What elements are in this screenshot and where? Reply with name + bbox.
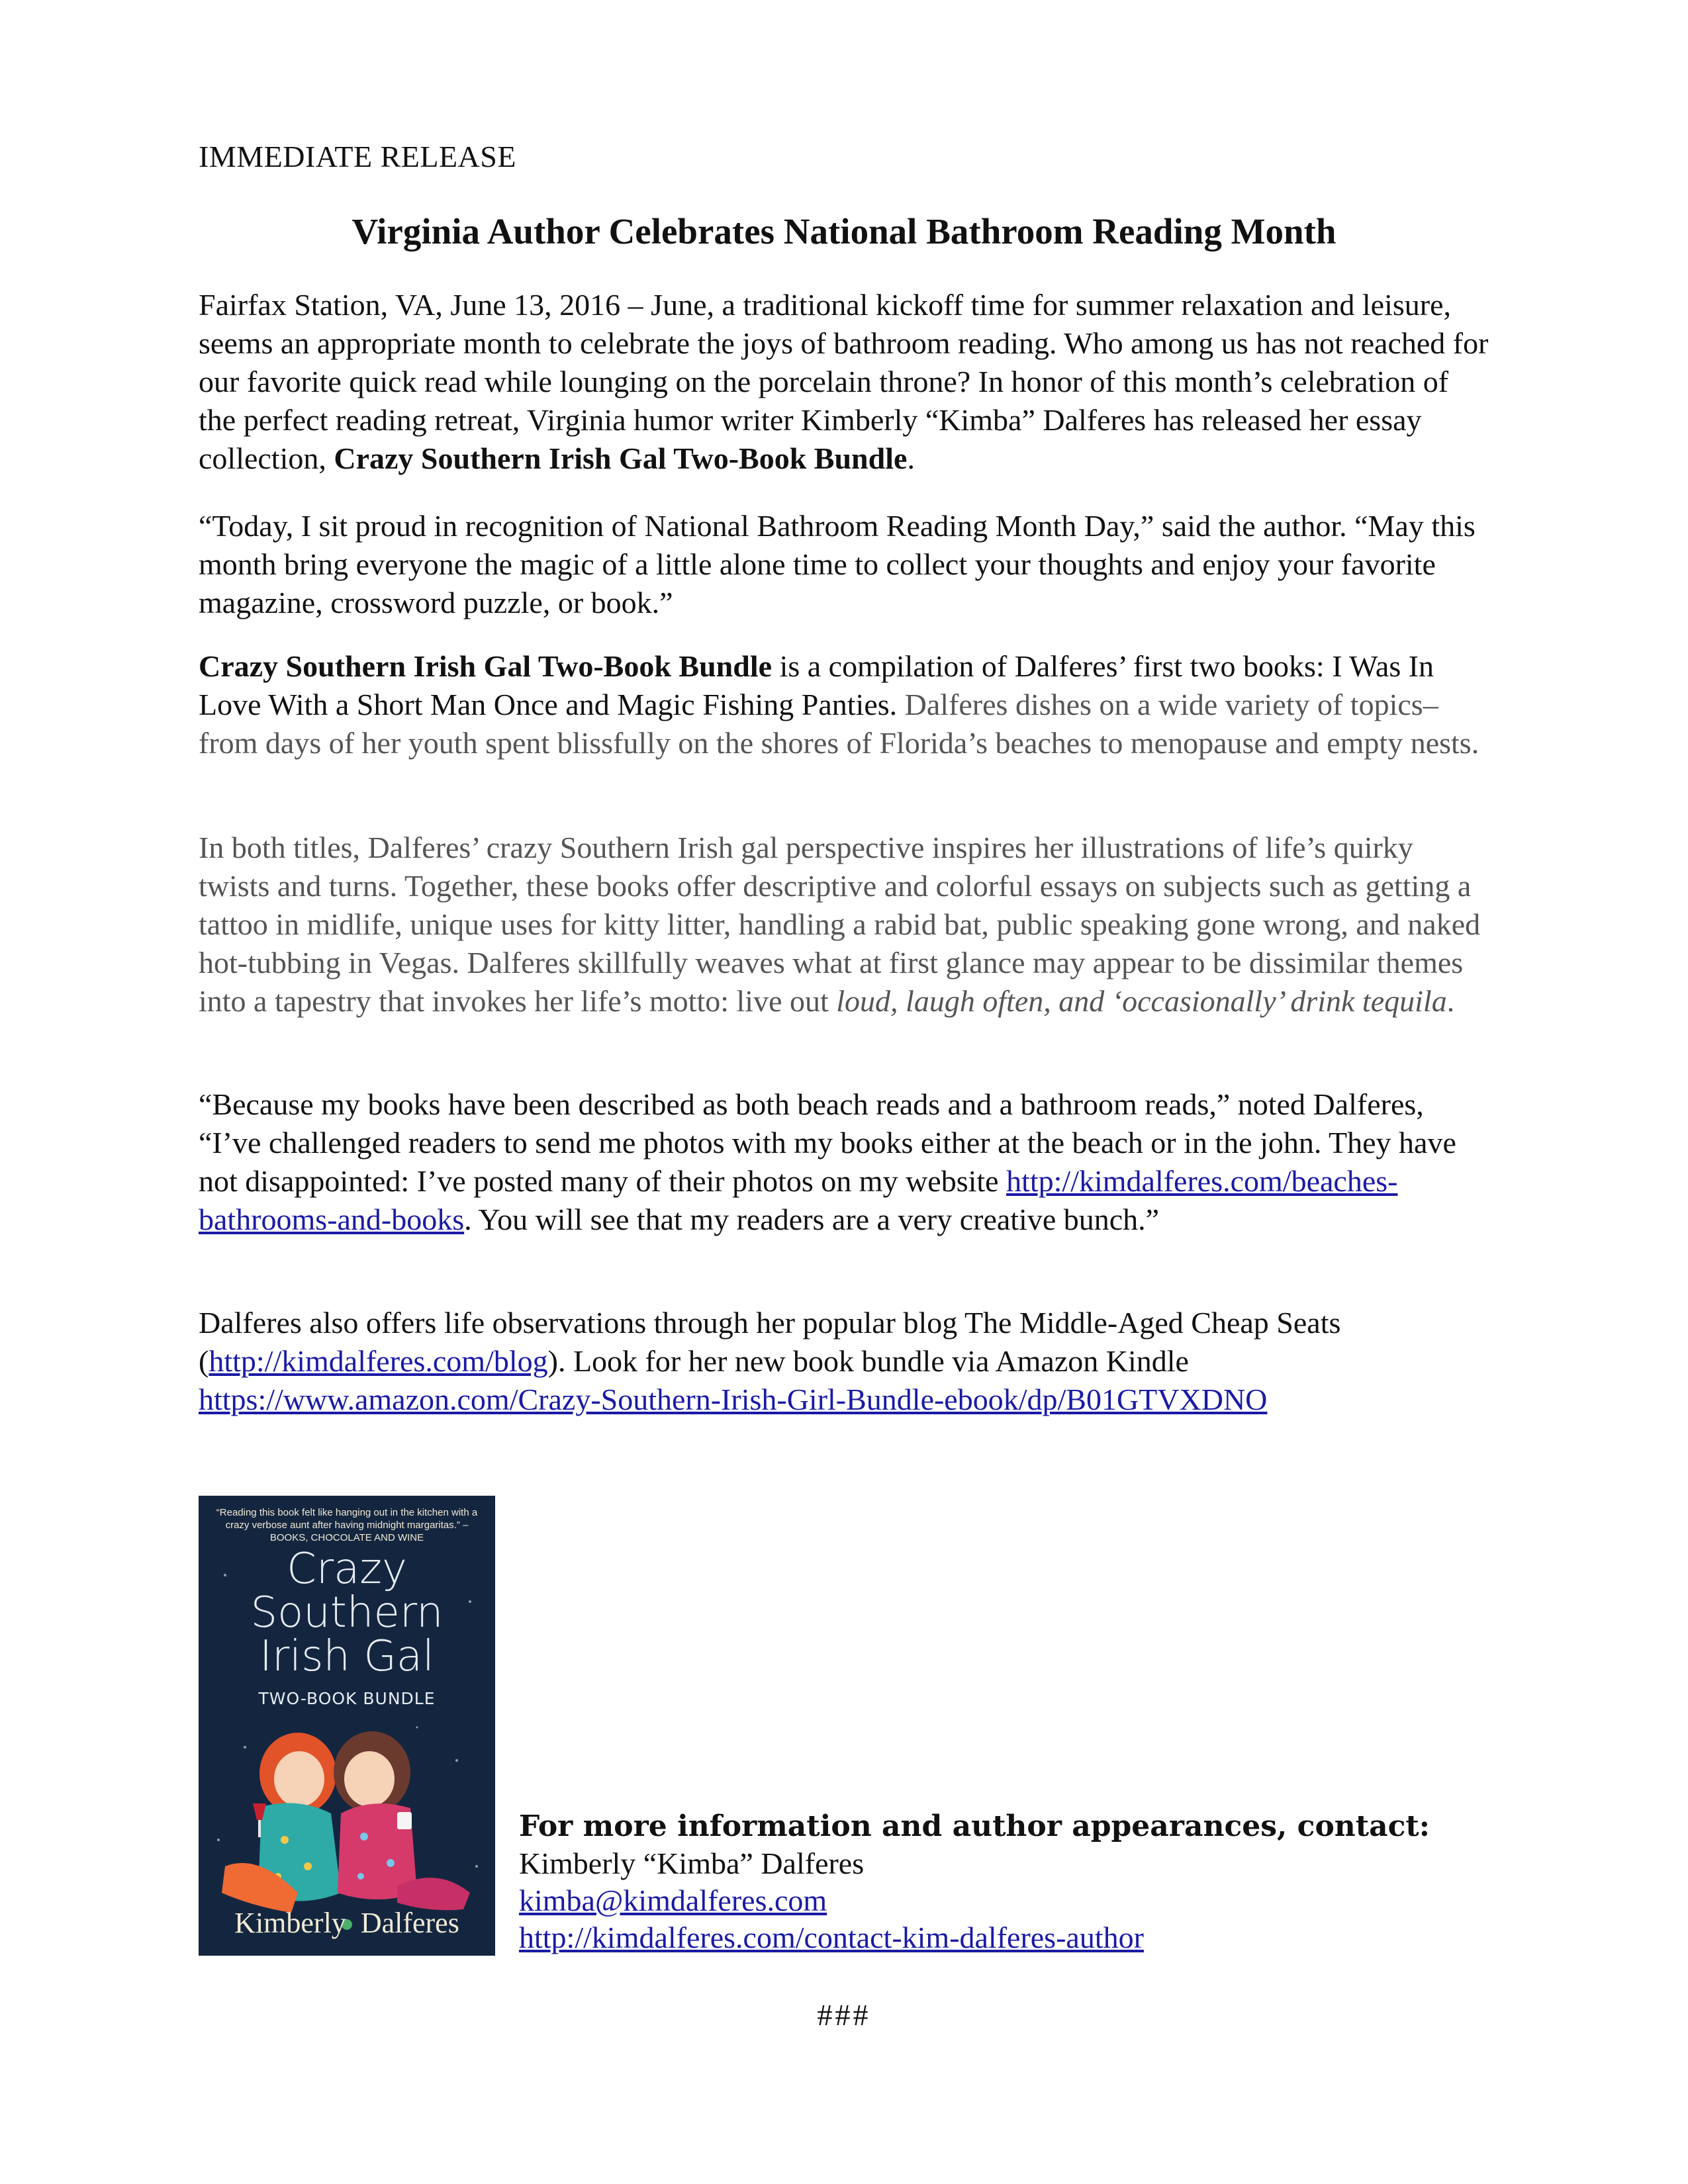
cover-quote: “Reading this book felt like hanging out in the kitchen with a crazy verbose aunt after having midnight margaritas.” – BOOKS, CHOCOLATE AND WINE (216, 1507, 478, 1543)
readers-text: “Because my books have been described as both beach reads and a bathroom reads,” noted Dalferes, “I’ve challenged readers to send me photos with my books either at the beach or in the john. They have not disappointed: I’ve posted many of their photos on my website (199, 1087, 1456, 1198)
intro-text-end: . (907, 441, 915, 475)
website-link[interactable]: http://kimdalferes.com/beaches-bathrooms-and-books (199, 1164, 1398, 1236)
cover-title-line: Irish Gal (259, 1632, 434, 1681)
topics-text: Dalferes dishes on a wide variety of topics–from days of her youth spent blissfully on the shores of Florida’s beaches to menopause and empty nests. (199, 688, 1479, 760)
themes-text-end: . (1446, 984, 1455, 1018)
paragraph-themes (199, 829, 1489, 1021)
paragraph-quote (199, 507, 1489, 622)
contact-page-link[interactable]: http://kimdalferes.com/contact-kim-dalferes-author (519, 1921, 1144, 1954)
contact-name: Kimberly “Kimba” Dalferes (519, 1846, 865, 1880)
quote-text: “Today, I sit proud in recognition of National Bathroom Reading Month Day,” said the author. “May this month bring everyone the magic of a little alone time to collect your thoughts and enjoy your favorite magazine, crossword puzzle, or book.” (199, 509, 1476, 619)
cover-subtitle: TWO-BOOK BUNDLE (258, 1689, 436, 1708)
paragraph-readers (199, 1085, 1489, 1239)
contact-block (519, 1808, 1430, 1956)
cover-title-line: Crazy (287, 1545, 407, 1594)
end-mark: ### (817, 1998, 871, 2032)
book-title: Crazy Southern Irish Gal Two-Book Bundle (199, 649, 773, 683)
cover-author (199, 1906, 495, 1940)
book-cover-image (199, 1496, 495, 1956)
paragraph-blog (199, 1304, 1489, 1419)
cover-author-last: Dalferes (360, 1907, 459, 1939)
amazon-link[interactable]: https://www.amazon.com/Crazy-Southern-Irish-Girl-Bundle-ebook/dp/B01GTVXDNO (199, 1383, 1268, 1416)
release-label: IMMEDIATE RELEASE (199, 140, 516, 173)
book-title: Crazy Southern Irish Gal Two-Book Bundle (334, 441, 908, 475)
blog-link[interactable]: http://kimdalferes.com/blog (209, 1344, 548, 1378)
cover-title (199, 1545, 495, 1681)
cover-author-first: Kimberly (234, 1907, 346, 1939)
intro-text: Fairfax Station, VA, June 13, 2016 – June, a traditional kickoff time for summer relaxation and leisure, seems an appropriate month to celebrate the joys of bathroom reading. Who among us has not reached for our favorite quick read while lounging on the porcelain throne? In honor of this month’s celebration of the perfect reading retreat, Virginia humor writer Kimberly “Kimba” Dalferes has released her essay collection, (199, 288, 1489, 475)
paragraph-intro (199, 286, 1489, 478)
email-link[interactable]: kimba@kimdalferes.com (519, 1884, 827, 1917)
readers-text-end: . You will see that my readers are a very creative bunch.” (464, 1203, 1160, 1236)
paragraph-compilation (199, 647, 1489, 762)
kindle-text: ). Look for her new book bundle via Amazon Kindle (547, 1344, 1189, 1378)
motto-text: loud, laugh often, and ‘occasionally’ drink tequila (836, 984, 1447, 1018)
blog-text: Dalferes also offers life observations through her popular blog The Middle-Aged Cheap Seats ( (199, 1306, 1341, 1378)
themes-text: In both titles, Dalferes’ crazy Southern Irish gal perspective inspires her illustrations of life’s quirky twists and turns. Together, these books offer descriptive and colorful essays on subjects such as getting a tattoo in midlife, unique uses for kitty litter, handling a rabid bat, public speaking gone wrong, and naked hot-tubbing in Vegas. Dalferes skillfully weaves what at first glance may appear to be dissimilar themes into a tapestry that invokes her life’s motto: live out (199, 831, 1481, 1018)
contact-heading: For more information and author appearances, contact: (519, 1809, 1430, 1843)
headline: Virginia Author Celebrates National Bathroom Reading Month (352, 211, 1336, 251)
compilation-text: is a compilation of Dalferes’ first two books: I Was In Love With a Short Man Once and Magic Fishing Panties. (199, 649, 1434, 721)
cover-title-line: Southern (250, 1588, 444, 1637)
